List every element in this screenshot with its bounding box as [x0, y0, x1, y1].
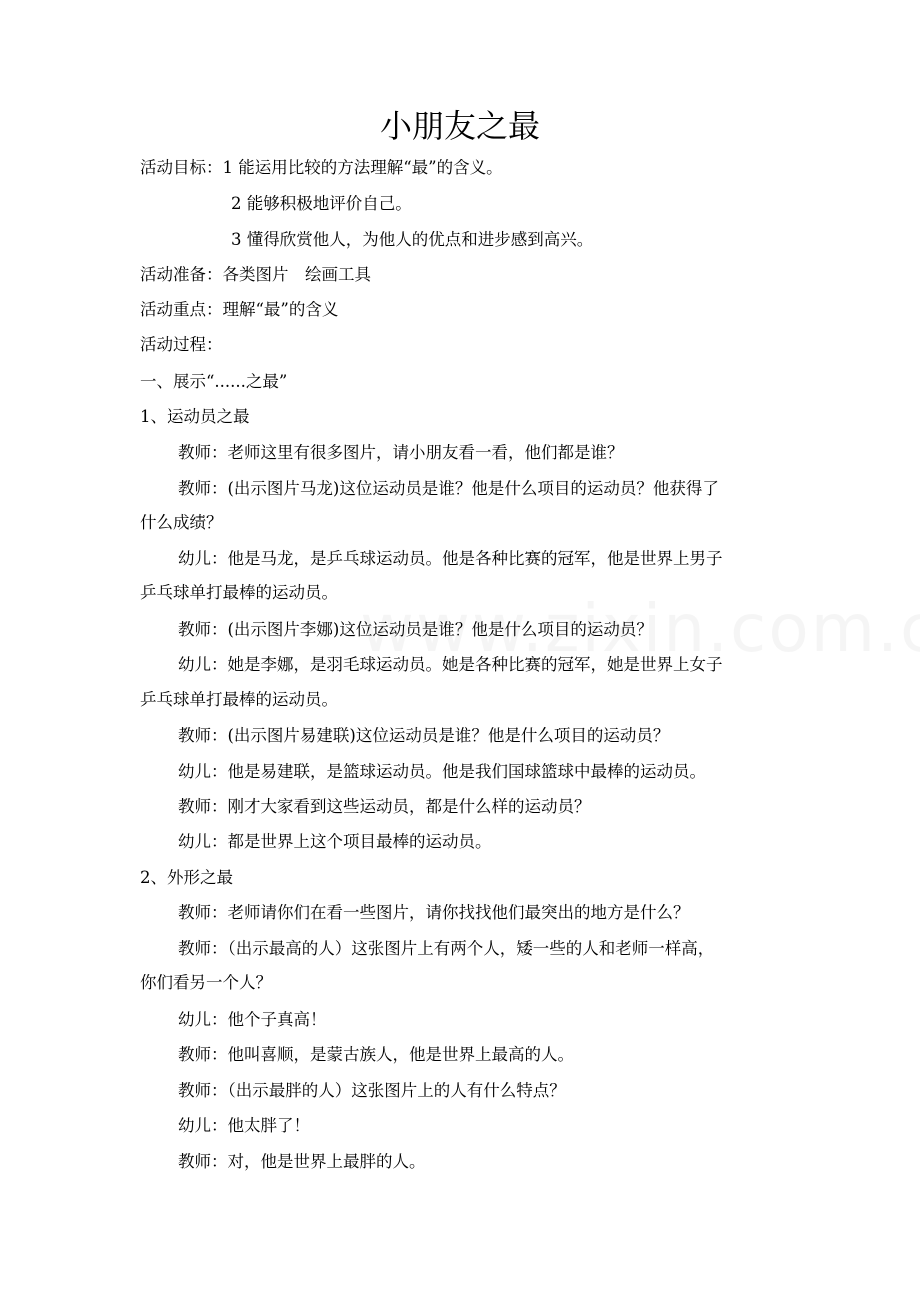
dialogue-line: 教师：（出示最高的人）这张图片上有两个人，矮一些的人和老师一样高， — [178, 939, 715, 958]
dialogue-line: 幼儿：他太胖了！ — [178, 1116, 310, 1135]
section2-subheading: 2、外形之最 — [140, 868, 233, 887]
dialogue-line-continued: 乒乓球单打最棒的运动员。 — [140, 583, 338, 602]
dialogue-line: 教师：老师这里有很多图片，请小朋友看一看，他们都是谁？ — [178, 443, 624, 462]
dialogue-line: 教师：(出示图片易建联)这位运动员是谁？他是什么项目的运动员？ — [178, 726, 670, 745]
dialogue-line: 教师：刚才大家看到这些运动员，都是什么样的运动员？ — [178, 797, 591, 816]
goal-item-1: 1 能运用比较的方法理解“最”的含义。 — [222, 158, 503, 177]
dialogue-line-continued: 你们看另一个人？ — [140, 973, 272, 992]
dialogue-line: 教师：老师请你们在看一些图片，请你找找他们最突出的地方是什么？ — [178, 903, 690, 922]
dialogue-line: 教师：对，他是世界上最胖的人。 — [178, 1152, 426, 1171]
dialogue-line: 幼儿：他个子真高！ — [178, 1010, 327, 1029]
dialogue-line: 教师：(出示图片马龙)这位运动员是谁？他是什么项目的运动员？他获得了 — [178, 479, 719, 498]
dialogue-line: 幼儿：他是马龙，是乒乓球运动员。他是各种比赛的冠军，他是世界上男子 — [178, 549, 723, 568]
goals-label: 活动目标： — [140, 158, 223, 177]
page-title: 小朋友之最 — [379, 107, 540, 145]
goal-item-2: 2 能够积极地评价自己。 — [231, 194, 412, 213]
dialogue-line: 幼儿：他是易建联，是篮球运动员。他是我们国球篮球中最棒的运动员。 — [178, 762, 706, 781]
dialogue-line: 教师：(出示图片李娜)这位运动员是谁？他是什么项目的运动员？ — [178, 620, 653, 639]
dialogue-line: 幼儿：她是李娜，是羽毛球运动员。她是各种比赛的冠军，她是世界上女子 — [178, 655, 723, 674]
dialogue-line: 幼儿：都是世界上这个项目最棒的运动员。 — [178, 832, 492, 851]
activity-process: 活动过程： — [140, 335, 223, 354]
dialogue-line-continued: 什么成绩？ — [140, 513, 223, 532]
activity-prep: 活动准备：各类图片 绘画工具 — [140, 265, 371, 284]
goals-line-1 — [140, 156, 790, 180]
dialogue-line: 教师：（出示最胖的人）这张图片上的人有什么特点？ — [178, 1081, 566, 1100]
section1-subheading: 1、运动员之最 — [140, 407, 250, 426]
dialogue-line: 教师：他叫喜顺，是蒙古族人，他是世界上最高的人。 — [178, 1045, 574, 1064]
dialogue-line-continued: 乒乓球单打最棒的运动员。 — [140, 690, 338, 709]
goal-item-3: 3 懂得欣赏他人，为他人的优点和进步感到高兴。 — [231, 230, 594, 249]
section1-heading: 一、展示“......之最” — [140, 372, 288, 391]
activity-focus: 活动重点：理解“最”的含义 — [140, 300, 339, 319]
